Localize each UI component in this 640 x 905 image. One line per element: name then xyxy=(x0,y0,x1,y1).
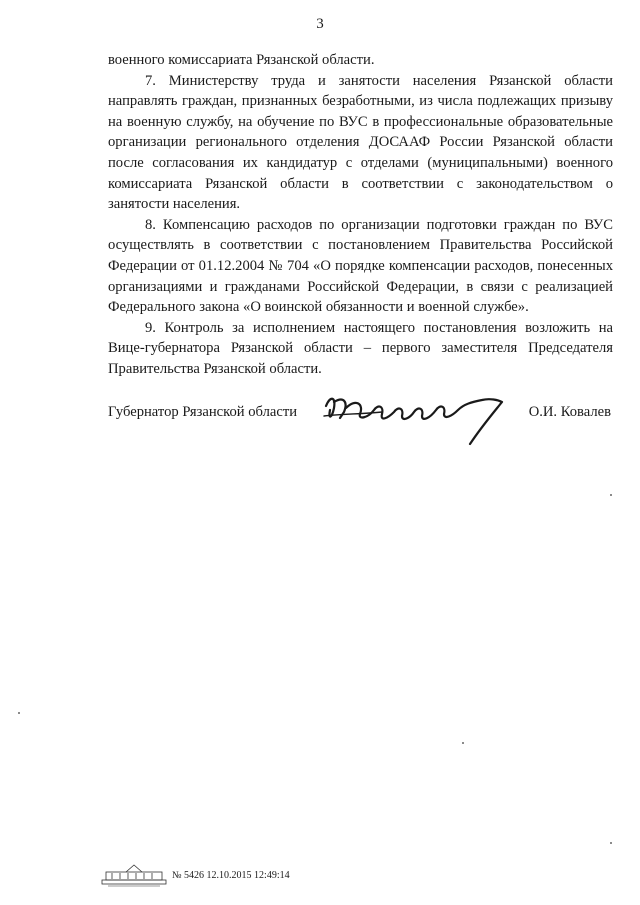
paragraph-continuation: военного комиссариата Рязанской области. xyxy=(108,52,375,68)
paragraph-8: 8. Компенсацию расходов по организации подготовки граждан по ВУС осуществлять в соответствии с постановлением Правительства Российской Федерации от 01.12.2004 № 704 «О порядке компенсации расходов, понесенных организациями и гражданами Российской Федерации, в связи с реализацией Федерального закона «О воинской обязанности и военной службе». xyxy=(108,216,613,316)
scan-speck xyxy=(610,494,612,496)
scan-speck xyxy=(462,742,464,744)
document-body xyxy=(108,50,613,380)
registration-number: № 5426 12.10.2015 12:49:14 xyxy=(172,869,290,881)
signatory-position: Губернатор Рязанской области xyxy=(108,404,298,420)
handwritten-signature xyxy=(322,392,512,448)
registration-footer xyxy=(100,862,290,888)
building-stamp-icon xyxy=(100,862,168,888)
paragraph-9: 9. Контроль за исполнением настоящего постановления возложить на Вице-губернатора Рязанской области – первого заместителя Председателя Правительства Рязанской области. xyxy=(108,319,613,377)
scan-speck xyxy=(18,712,20,714)
page-number: 3 xyxy=(316,16,324,32)
scan-speck xyxy=(610,842,612,844)
paragraph-7: 7. Министерству труда и занятости населения Рязанской области направлять граждан, признанных безработными, из числа подлежащих призыву на военную службу, на обучение по ВУС в профессиональные образовательные организации регионального отделения ДОСААФ России Рязанской области после согласования их кандидатур с отделами (муниципальными) военного комиссариата Рязанской области в соответствии с законодательством о занятости населения. xyxy=(108,72,613,213)
signature-block xyxy=(108,400,613,450)
signatory-name: О.И. Ковалев xyxy=(528,404,611,420)
